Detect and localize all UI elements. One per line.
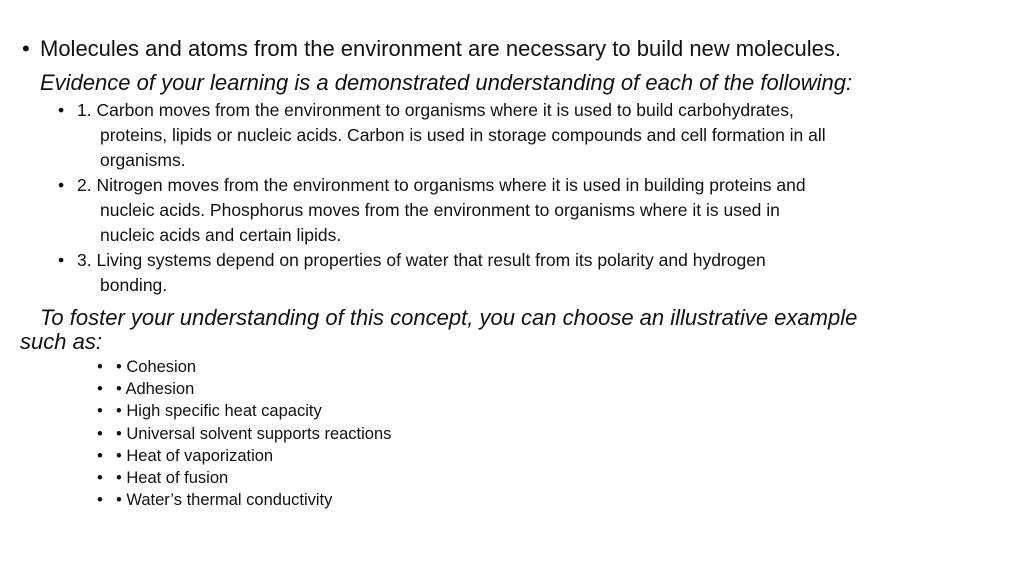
evidence-item-3-line-1: 3. Living systems depend on properties of water that result from its polarity and hydrogen (77, 250, 766, 270)
evidence-item-1-line-1: 1. Carbon moves from the environment to organisms where it is used to build carbohydrates, (77, 100, 794, 120)
example-item-thermal-conductivity: • Water’s thermal conductivity (116, 491, 333, 509)
evidence-item-1-line-2: proteins, lipids or nucleic acids. Carbon is used in storage compounds and cell formation in all (100, 125, 826, 145)
example-item-cohesion: • Cohesion (116, 358, 197, 376)
example-item-specific-heat: • High specific heat capacity (116, 402, 322, 420)
evidence-heading: Evidence of your learning is a demonstrated understanding of each of the following: (40, 70, 853, 95)
evidence-item-2-line-3: nucleic acids and certain lipids. (100, 225, 342, 245)
example-item-heat-of-vaporization: • Heat of vaporization (116, 447, 274, 465)
evidence-bullet-2: • (58, 175, 65, 195)
example-item-adhesion: • Adhesion (116, 380, 195, 398)
evidence-item-3-line-2: bonding. (100, 275, 168, 295)
main-point: Molecules and atoms from the environment are necessary to build new molecules. (40, 36, 841, 61)
example-item-universal-solvent: • Universal solvent supports reactions (116, 425, 392, 443)
evidence-bullet-1: • (58, 100, 65, 120)
evidence-bullet-3: • (58, 250, 65, 270)
example-bullet-1: • (97, 358, 103, 376)
foster-heading-line-2: such as: (20, 329, 102, 354)
example-bullet-6: • (97, 469, 103, 487)
example-bullet-7: • (97, 491, 103, 509)
main-bullet: • (22, 36, 30, 61)
evidence-item-2-line-1: 2. Nitrogen moves from the environment to organisms where it is used in building proteins and (77, 175, 806, 195)
evidence-item-1-line-3: organisms. (100, 150, 186, 170)
example-bullet-3: • (97, 402, 103, 420)
example-bullet-2: • (97, 380, 103, 398)
example-bullet-5: • (97, 447, 103, 465)
example-bullet-4: • (97, 425, 103, 443)
evidence-item-2-line-2: nucleic acids. Phosphorus moves from the environment to organisms where it is used in (100, 200, 780, 220)
foster-heading-line-1: To foster your understanding of this concept, you can choose an illustrative example (40, 305, 858, 330)
example-item-heat-of-fusion: • Heat of fusion (116, 469, 229, 487)
